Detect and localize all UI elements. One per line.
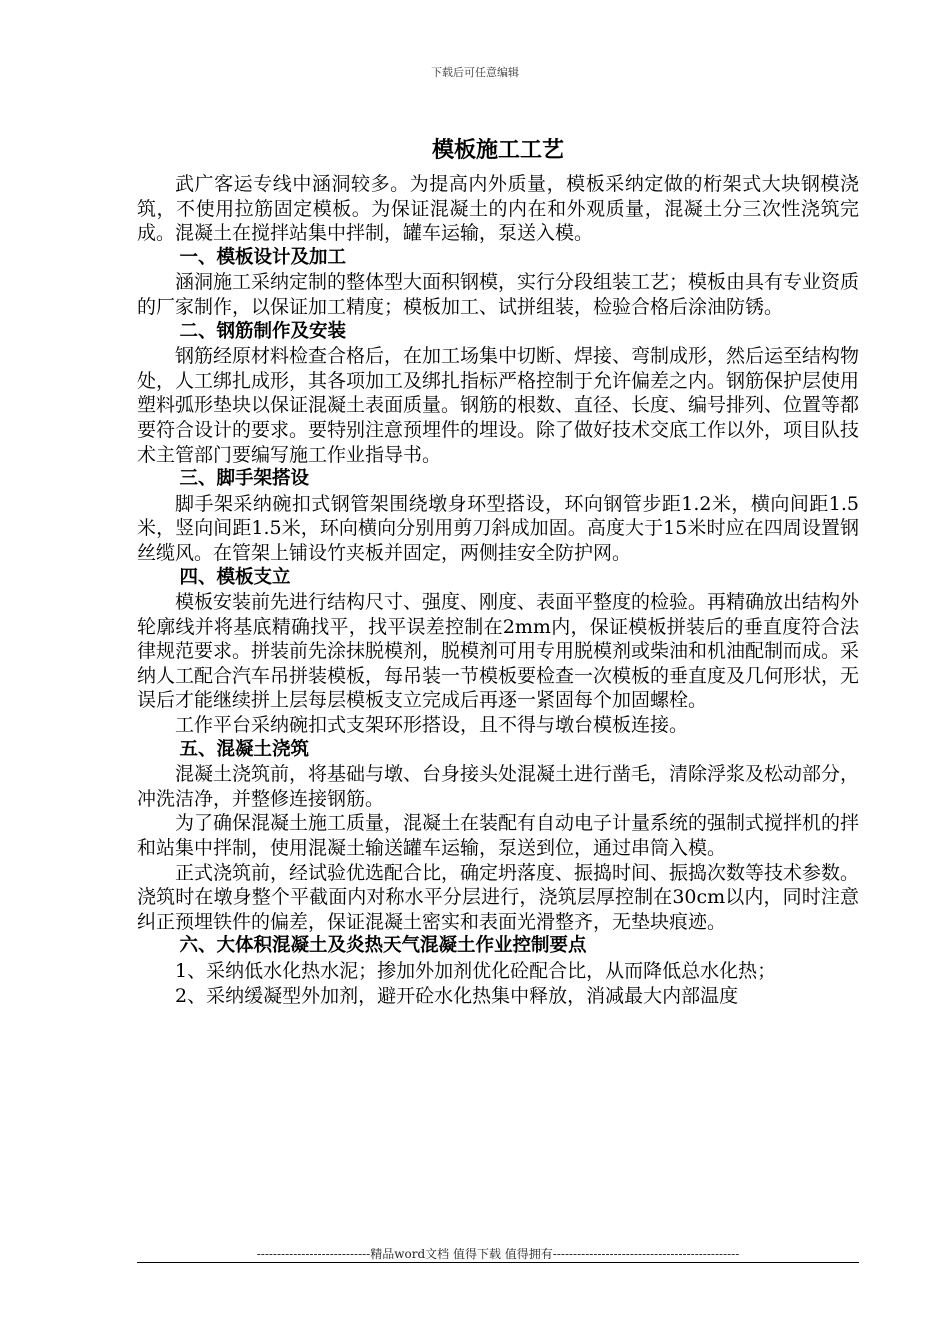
section-1-heading: 一、模板设计及加工 <box>179 246 347 268</box>
section-3-heading: 三、脚手架搭设 <box>179 468 310 490</box>
section-4-heading: 四、模板支立 <box>179 566 291 588</box>
section-4-paragraph-1: 模板安装前先进行结构尺寸、强度、刚度、表面平整度的检验。再精确放出结构外轮廓线并将基底精确找平，找平误差控制在2mm内，保证模板拼装后的垂直度符合法律规范要求。拼装前先涂抹脱模剂，脱模剂可用专用脱模剂或柴油和机油配制而成。采纳人工配合汽车吊拼装模板，每吊装一节模板要检查一次模板的垂直度及几何形状，无误后才能继续拼上层每层模板支立完成后再逐一紧固每个加固螺栓。 <box>137 591 860 712</box>
intro-paragraph: 武广客运专线中涵洞较多。为提高内外质量，模板采纳定做的桁架式大块钢模浇筑，不使用拉筋固定模板。为保证混凝土的内在和外观质量，混凝土分三次性浇筑完成。混凝土在搅拌站集中拌制，罐车运输，泵送入模。 <box>137 173 859 245</box>
footer-divider <box>137 1262 859 1263</box>
section-6-heading: 六、大体积混凝土及炎热天气混凝土作业控制要点 <box>179 935 587 957</box>
document-body <box>137 132 859 1008</box>
section-2-paragraph: 钢筋经原材料检查合格后，在加工场集中切断、焊接、弯制成形，然后运至结构物处，人工绑扎成形，其各项加工及绑扎指标严格控制于允许偏差之内。钢筋保护层使用塑料弧形垫块以保证混凝土表面质量。钢筋的根数、直径、长度、编号排列、位置等都要符合设计的要求。要特别注意预埋件的埋设。除了做好技术交底工作以外，项目队技术主管部门要编写施工作业指导书。 <box>137 345 860 466</box>
section-5-paragraph-3: 正式浇筑前，经试验优选配合比，确定坍落度、振捣时间、振捣次数等技术参数。浇筑时在墩身整个平截面内对称水平分层进行，浇筑层厚控制在30cm以内，同时注意纠正预埋铁件的偏差，保证混凝土密实和表面光滑整齐，无垫块痕迹。 <box>137 861 860 933</box>
section-2-heading: 二、钢筋制作及安装 <box>179 320 347 342</box>
section-3-paragraph: 脚手架采纳碗扣式钢管架围绕墩身环型搭设，环向钢管步距1.2米，横向间距1.5米，竖向间距1.5米，环向横向分别用剪刀斜成加固。高度大于15米时应在四周设置钢丝缆风。在管架上铺设竹夹板并固定，两侧挂安全防护网。 <box>137 492 859 564</box>
section-4-paragraph-2: 工作平台采纳碗扣式支架环形搭设，且不得与墩台模板连接。 <box>175 714 689 737</box>
section-1-paragraph: 涵洞施工采纳定制的整体型大面积钢模，实行分段组装工艺；模板由具有专业资质的厂家制作，以保证加工精度；模板加工、试拼组装，检验合格后涂油防锈。 <box>137 271 860 318</box>
header-note: 下载后可任意编辑 <box>431 66 519 79</box>
section-6-paragraph-2: 2、采纳缓凝型外加剂，避开砼水化热集中释放，消减最大内部温度 <box>175 984 739 1007</box>
section-5-heading: 五、混凝土浇筑 <box>179 738 310 760</box>
section-5-paragraph-1: 混凝土浇筑前，将基础与墩、台身接头处混凝土进行凿毛，清除浮浆及松动部分，冲洗洁净，并整修连接钢筋。 <box>137 763 860 810</box>
page-footer: ----------------------------精品word文档 值得下载 值得拥有---------------------------------------------- <box>256 1247 740 1261</box>
section-6-paragraph-1: 1、采纳低水化热水泥；掺加外加剂优化砼配合比，从而降低总水化热； <box>175 960 777 982</box>
section-5-paragraph-2: 为了确保混凝土施工质量，混凝土在装配有自动电子计量系统的强制式搅拌机的拌和站集中拌制，使用混凝土输送罐车运输，泵送到位，通过串筒入模。 <box>137 812 860 860</box>
document-title: 模板施工工艺 <box>431 138 564 163</box>
